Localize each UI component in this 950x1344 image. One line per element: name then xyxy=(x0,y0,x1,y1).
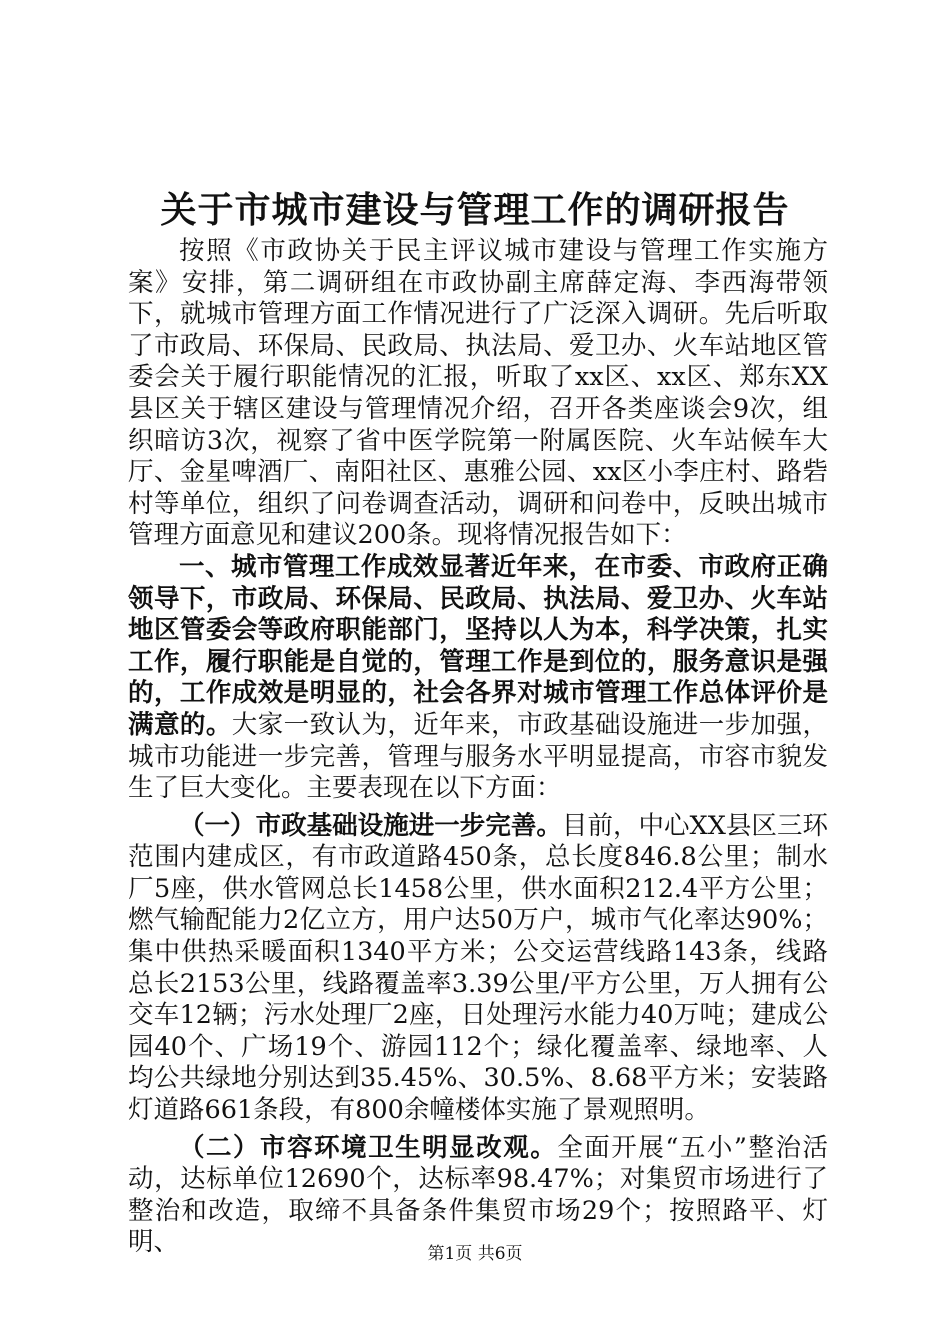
subsection-one-paragraph xyxy=(128,811,828,1127)
subsection-heading: （一）市政基础设施进一步完善。 xyxy=(179,810,562,841)
paragraph-text: 全面开展“五小”整治活动，达标单位12690个，达标率98.47%；对集贸市场进行了整治和改造，取缔不具备条件集贸市场29个；按照路平、灯明、 xyxy=(128,1132,828,1258)
document-title: 关于市城市建设与管理工作的调研报告 xyxy=(160,189,790,231)
paragraph-text: 按照《市政协关于民主评议城市建设与管理工作实施方案》安排，第二调研组在市政协副主席薛定海、李西海带领下，就城市管理方面工作情况进行了广泛深入调研。先后听取了市政局、环保局、民政局、执法局、爱卫办、火车站地区管委会关于履行职能情况的汇报，听取了xx区、xx区、郑东XX县区关于辖区建设与管理情况介绍，召开各类座谈会9次，组织暗访3次，视察了省中医学院第一附属医院、火车站候车大厅、金星啤酒厂、南阳社区、惠雅公园、xx区小李庄村、路砦村等单位，组织了问卷调查活动，调研和问卷中，反映出城市管理方面意见和建议200条。现将情况报告如下： xyxy=(128,236,828,551)
section-one-paragraph xyxy=(128,552,828,805)
subsection-heading: （二）市容环境卫生明显改观。 xyxy=(179,1132,558,1163)
document-body xyxy=(128,236,828,1259)
section-heading: 一、城市管理工作成效显著近年来，在市委、市政府正确领导下，市政局、环保局、民政局、执法局、爱卫办、火车站地区管委会等政府职能部门，坚持以人为本，科学决策，扎实工作，履行职能是自觉的，管理工作是到位的，服务意识是强的，工作成效是明显的，社会各界对城市管理工作总体评价是满意的。 xyxy=(128,551,828,740)
paragraph-text: 大家一致认为，近年来，市政基础设施进一步加强，城市功能进一步完善，管理与服务水平明显提高，市容市貌发生了巨大变化。主要表现在以下方面： xyxy=(128,709,828,804)
intro-paragraph xyxy=(128,236,828,552)
subsection-two-paragraph xyxy=(128,1133,828,1259)
paragraph-text: 目前，中心XX县区三环范围内建成区，有市政道路450条，总长度846.8公里；制水厂5座，供水管网总长1458公里，供水面积212.4平方公里；燃气输配能力2亿立方，用户达50万户，城市气化率达90%；集中供热采暖面积1340平方米；公交运营线路143条，线路总长2153公里，线路覆盖率3.39公里/平方公里，万人拥有公交车12辆；污水处理厂2座，日处理污水能力40万吨；建成公园40个、广场19个、游园112个；绿化覆盖率、绿地率、人均公共绿地分别达到35.45%、30.5%、8.68平方米；安装路灯道路661条段，有800余幢楼体实施了景观照明。 xyxy=(128,810,828,1126)
page-footer: 第1页 共6页 xyxy=(427,1244,523,1264)
